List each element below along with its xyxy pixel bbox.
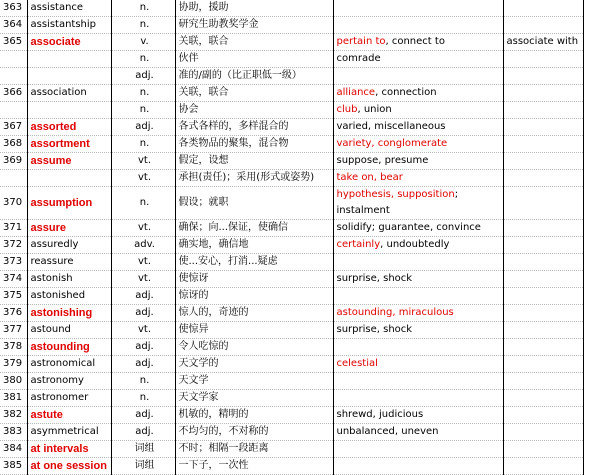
table-row (0, 34, 583, 51)
collocation: associate with (503, 34, 583, 51)
collocation (503, 102, 583, 119)
synonym-text: , connection (375, 87, 437, 98)
entry-number: 378 (0, 339, 27, 356)
part-of-speech: 词组 (111, 458, 175, 475)
synonym-text: comrade (336, 53, 381, 64)
table-row (0, 17, 583, 34)
collocation (503, 0, 583, 17)
synonyms (333, 34, 503, 51)
table-row (0, 322, 583, 339)
table-row (0, 187, 583, 220)
table-row (0, 458, 583, 475)
entry-word: assortment (27, 136, 111, 153)
synonym-text: , union (357, 104, 392, 115)
collocation (503, 254, 583, 271)
table-row (0, 220, 583, 237)
synonyms (333, 322, 503, 339)
entry-number: 367 (0, 119, 27, 136)
part-of-speech: n. (111, 0, 175, 17)
synonym-text: varied, miscellaneous (336, 121, 446, 132)
synonyms (333, 407, 503, 424)
chinese-meaning: 研究生助教奖学金 (175, 17, 333, 34)
synonyms (333, 390, 503, 407)
entry-number: 369 (0, 153, 27, 170)
synonyms (333, 441, 503, 458)
entry-word: assistance (27, 0, 111, 17)
entry-word: astound (27, 322, 111, 339)
entry-number: 368 (0, 136, 27, 153)
synonym-text: pertain to (336, 36, 386, 47)
part-of-speech: adv. (111, 237, 175, 254)
part-of-speech: adj. (111, 407, 175, 424)
part-of-speech: adj. (111, 424, 175, 441)
chinese-meaning: 机敏的，精明的 (175, 407, 333, 424)
part-of-speech: vt. (111, 220, 175, 237)
chinese-meaning: 天文学 (175, 373, 333, 390)
synonyms (333, 170, 503, 187)
entry-number (0, 51, 27, 68)
collocation (503, 220, 583, 237)
synonyms (333, 187, 503, 220)
part-of-speech: n. (111, 136, 175, 153)
entry-word: assistantship (27, 17, 111, 34)
synonyms (333, 254, 503, 271)
table-row (0, 237, 583, 254)
chinese-meaning: 令人吃惊的 (175, 339, 333, 356)
chinese-meaning: 各类物品的聚集，混合物 (175, 136, 333, 153)
entry-word: assure (27, 220, 111, 237)
collocation (503, 373, 583, 390)
part-of-speech: n. (111, 51, 175, 68)
part-of-speech: vt. (111, 271, 175, 288)
entry-word: astonishing (27, 305, 111, 322)
entry-word: astronomer (27, 390, 111, 407)
collocation (503, 170, 583, 187)
collocation (503, 390, 583, 407)
part-of-speech: vt. (111, 170, 175, 187)
collocation (503, 237, 583, 254)
synonym-text: certainly (336, 239, 381, 250)
entry-word: assume (27, 153, 111, 170)
chinese-meaning: 准的/副的（比正职低一级） (175, 68, 333, 85)
entry-number: 363 (0, 0, 27, 17)
synonym-text: hypothesis, supposition (336, 189, 455, 200)
chinese-meaning: 确实地，确信地 (175, 237, 333, 254)
chinese-meaning: 承担(责任)；采用(形式或姿势) (175, 170, 333, 187)
entry-word: at intervals (27, 441, 111, 458)
synonym-text: surprise, shock (336, 324, 413, 335)
synonyms (333, 288, 503, 305)
collocation (503, 407, 583, 424)
chinese-meaning: 伙伴 (175, 51, 333, 68)
chinese-meaning: 使惊异 (175, 322, 333, 339)
entry-word: astronomical (27, 356, 111, 373)
synonyms (333, 153, 503, 170)
synonyms (333, 0, 503, 17)
entry-word: astonished (27, 288, 111, 305)
entry-number: 364 (0, 17, 27, 34)
table-row (0, 170, 583, 187)
entry-word: association (27, 85, 111, 102)
entry-number: 385 (0, 458, 27, 475)
table-row (0, 153, 583, 170)
entry-word: assorted (27, 119, 111, 136)
entry-number: 377 (0, 322, 27, 339)
table-row (0, 373, 583, 390)
collocation (503, 68, 583, 85)
synonyms (333, 119, 503, 136)
entry-number: 372 (0, 237, 27, 254)
collocation (503, 424, 583, 441)
synonyms (333, 51, 503, 68)
entry-word: astute (27, 407, 111, 424)
synonym-text: instalment (336, 205, 390, 216)
entry-word: reassure (27, 254, 111, 271)
synonym-text: club (336, 104, 358, 115)
synonym-text: alliance (336, 87, 376, 98)
part-of-speech: vt. (111, 322, 175, 339)
table-row (0, 424, 583, 441)
part-of-speech: n. (111, 390, 175, 407)
chinese-meaning: 各式各样的，多样混合的 (175, 119, 333, 136)
synonyms (333, 102, 503, 119)
synonyms (333, 458, 503, 475)
entry-number: 376 (0, 305, 27, 322)
collocation (503, 187, 583, 220)
synonyms (333, 373, 503, 390)
table-row (0, 68, 583, 85)
synonym-text: suppose, presume (336, 155, 429, 166)
table-row (0, 305, 583, 322)
part-of-speech: adj. (111, 339, 175, 356)
synonym-text: variety, conglomerate (336, 138, 448, 149)
entry-word (27, 51, 111, 68)
entry-word: assuredly (27, 237, 111, 254)
part-of-speech: adj. (111, 356, 175, 373)
chinese-meaning: 使惊讶 (175, 271, 333, 288)
entry-word: assumption (27, 187, 111, 220)
part-of-speech: adj. (111, 68, 175, 85)
synonyms (333, 271, 503, 288)
chinese-meaning: 使...安心，打消...疑虑 (175, 254, 333, 271)
synonyms (333, 85, 503, 102)
part-of-speech: n. (111, 187, 175, 220)
entry-number (0, 102, 27, 119)
synonyms (333, 17, 503, 34)
synonyms (333, 237, 503, 254)
synonym-text: solidify; guarantee, convince (336, 222, 481, 233)
table-row (0, 51, 583, 68)
entry-word: asymmetrical (27, 424, 111, 441)
synonyms (333, 424, 503, 441)
collocation (503, 305, 583, 322)
synonyms (333, 305, 503, 322)
chinese-meaning: 协会 (175, 102, 333, 119)
collocation (503, 136, 583, 153)
synonym-text: ; (454, 189, 459, 200)
collocation (503, 85, 583, 102)
synonyms (333, 220, 503, 237)
synonym-text: unbalanced, uneven (336, 426, 439, 437)
table-row (0, 102, 583, 119)
collocation (503, 322, 583, 339)
table-row (0, 254, 583, 271)
chinese-meaning: 不均匀的，不对称的 (175, 424, 333, 441)
synonym-text: surprise, shock (336, 273, 413, 284)
entry-number: 381 (0, 390, 27, 407)
part-of-speech: v. (111, 34, 175, 51)
entry-number: 373 (0, 254, 27, 271)
entry-number: 374 (0, 271, 27, 288)
part-of-speech: adj. (111, 119, 175, 136)
collocation (503, 153, 583, 170)
entry-word: astronomy (27, 373, 111, 390)
entry-word: at one session (27, 458, 111, 475)
chinese-meaning: 天文学的 (175, 356, 333, 373)
part-of-speech: 词组 (111, 441, 175, 458)
chinese-meaning: 一下子，一次性 (175, 458, 333, 475)
entry-number: 365 (0, 34, 27, 51)
entry-number: 384 (0, 441, 27, 458)
chinese-meaning: 确保；向...保证，使确信 (175, 220, 333, 237)
table-row (0, 85, 583, 102)
synonyms (333, 68, 503, 85)
chinese-meaning: 不时；相隔一段距离 (175, 441, 333, 458)
entry-number: 383 (0, 424, 27, 441)
entry-number (0, 68, 27, 85)
synonym-text: take on, bear (336, 172, 403, 183)
table-row (0, 356, 583, 373)
entry-number: 382 (0, 407, 27, 424)
part-of-speech: adj. (111, 305, 175, 322)
synonyms (333, 136, 503, 153)
table-row (0, 0, 583, 17)
chinese-meaning: 假设；就职 (175, 187, 333, 220)
synonyms (333, 339, 503, 356)
table-row (0, 407, 583, 424)
collocation (503, 288, 583, 305)
part-of-speech: n. (111, 102, 175, 119)
entry-word (27, 102, 111, 119)
chinese-meaning: 协助，援助 (175, 0, 333, 17)
part-of-speech: n. (111, 373, 175, 390)
collocation (503, 356, 583, 373)
entry-number: 371 (0, 220, 27, 237)
collocation (503, 339, 583, 356)
part-of-speech: adj. (111, 288, 175, 305)
chinese-meaning: 天文学家 (175, 390, 333, 407)
collocation (503, 51, 583, 68)
chinese-meaning: 惊讶的 (175, 288, 333, 305)
collocation (503, 17, 583, 34)
entry-number: 366 (0, 85, 27, 102)
entry-word (27, 170, 111, 187)
table-row (0, 136, 583, 153)
part-of-speech: n. (111, 85, 175, 102)
table-row (0, 441, 583, 458)
part-of-speech: vt. (111, 254, 175, 271)
synonym-text: , undoubtedly (380, 239, 450, 250)
entry-word: astounding (27, 339, 111, 356)
table-row (0, 288, 583, 305)
chinese-meaning: 关联，联合 (175, 85, 333, 102)
part-of-speech: vt. (111, 153, 175, 170)
synonyms (333, 356, 503, 373)
chinese-meaning: 假定，设想 (175, 153, 333, 170)
entry-number (0, 170, 27, 187)
part-of-speech: n. (111, 17, 175, 34)
table-row (0, 339, 583, 356)
collocation (503, 119, 583, 136)
table-row (0, 271, 583, 288)
chinese-meaning: 惊人的，奇迹的 (175, 305, 333, 322)
synonym-text: celestial (336, 358, 378, 369)
entry-number: 380 (0, 373, 27, 390)
collocation (503, 271, 583, 288)
entry-number: 370 (0, 187, 27, 220)
entry-number: 375 (0, 288, 27, 305)
table-row (0, 390, 583, 407)
entry-number: 379 (0, 356, 27, 373)
entry-word: astonish (27, 271, 111, 288)
entry-word: associate (27, 34, 111, 51)
table-row (0, 119, 583, 136)
collocation (503, 441, 583, 458)
synonym-text: astounding, miraculous (336, 307, 454, 318)
chinese-meaning: 关联，联合 (175, 34, 333, 51)
collocation (503, 458, 583, 475)
synonym-text: , connect to (385, 36, 445, 47)
synonym-text: shrewd, judicious (336, 409, 424, 420)
entry-word (27, 68, 111, 85)
